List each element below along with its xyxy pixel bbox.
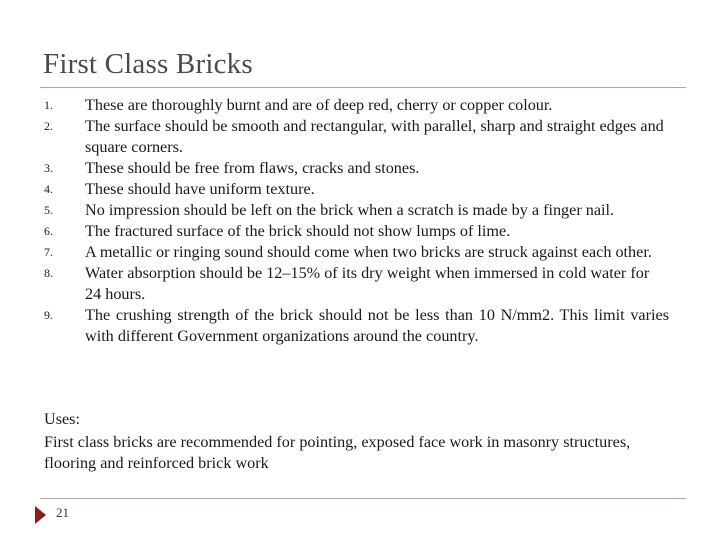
list-number: 8. — [44, 266, 53, 280]
list-item — [44, 158, 669, 179]
uses-heading: Uses: — [44, 410, 80, 428]
footer-arrow-icon — [35, 506, 46, 524]
list-text: The crushing strength of the brick should not be less than 10 N/mm2. This limit varies with different Government organizations around the country. — [85, 306, 669, 345]
list-item — [44, 263, 669, 305]
list-item — [44, 221, 669, 242]
list-number: 6. — [44, 224, 53, 238]
list-number: 5. — [44, 203, 53, 217]
list-number: 2. — [44, 119, 53, 133]
title-divider — [40, 87, 686, 88]
list-text: These should have uniform texture. — [85, 180, 315, 198]
list-text: Water absorption should be 12–15% of its dry weight when immersed in cold water for 24 hours. — [85, 264, 650, 303]
uses-paragraph: First class bricks are recommended for pointing, exposed face work in masonry structures, flooring and reinforced brick work — [44, 433, 631, 472]
list-item — [44, 242, 669, 263]
list-item — [44, 95, 669, 116]
list-text: These should be free from flaws, cracks and stones. — [85, 159, 420, 177]
list-item — [44, 305, 669, 347]
list-number: 1. — [44, 98, 53, 112]
list-text: The fractured surface of the brick should not show lumps of lime. — [85, 222, 511, 240]
list-text: These are thoroughly burnt and are of deep red, cherry or copper colour. — [85, 96, 553, 114]
list-number: 9. — [44, 308, 53, 322]
list-item — [44, 200, 669, 221]
list-number: 3. — [44, 161, 53, 175]
list-number: 4. — [44, 182, 53, 196]
list-text: No impression should be left on the brick when a scratch is made by a finger nail. — [85, 201, 615, 219]
list-number: 7. — [44, 245, 53, 259]
list-text: A metallic or ringing sound should come when two bricks are struck against each other. — [85, 243, 652, 261]
page-number: 21 — [56, 505, 69, 520]
list-item — [44, 179, 669, 200]
list-text: The surface should be smooth and rectangular, with parallel, sharp and straight edges and square corners. — [85, 117, 664, 156]
slide-title: First Class Bricks — [43, 48, 253, 80]
properties-list — [44, 95, 669, 347]
list-item — [44, 116, 669, 158]
footer-divider — [40, 498, 686, 499]
